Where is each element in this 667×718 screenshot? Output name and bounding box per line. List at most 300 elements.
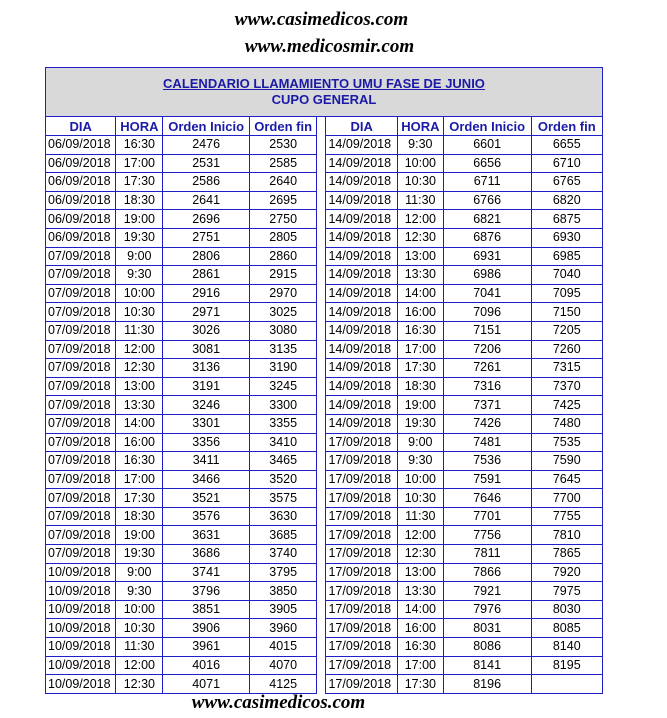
column-separator bbox=[317, 340, 326, 359]
right-date-cell: 14/09/2018 bbox=[326, 396, 397, 415]
right-orden-fin-cell: 7700 bbox=[531, 489, 603, 508]
right-orden-inicio-cell: 7041 bbox=[443, 284, 531, 303]
left-time-cell: 9:00 bbox=[116, 247, 163, 266]
table-row bbox=[46, 582, 603, 601]
col-header-dia: DIA bbox=[46, 117, 116, 136]
left-orden-inicio-cell: 2861 bbox=[163, 266, 250, 285]
column-separator bbox=[317, 470, 326, 489]
table-title: CALENDARIO LLAMAMIENTO UMU FASE DE JUNIO bbox=[163, 76, 485, 91]
right-time-cell: 13:30 bbox=[397, 266, 443, 285]
left-orden-fin-cell: 3905 bbox=[250, 600, 317, 619]
left-date-cell: 07/09/2018 bbox=[46, 470, 116, 489]
left-time-cell: 12:30 bbox=[116, 359, 163, 378]
right-time-cell: 13:30 bbox=[397, 582, 443, 601]
left-date-cell: 07/09/2018 bbox=[46, 321, 116, 340]
left-time-cell: 16:30 bbox=[116, 452, 163, 471]
column-separator bbox=[317, 638, 326, 657]
right-date-cell: 17/09/2018 bbox=[326, 619, 397, 638]
right-time-cell: 11:30 bbox=[397, 191, 443, 210]
table-subtitle: CUPO GENERAL bbox=[271, 92, 377, 107]
left-time-cell: 14:00 bbox=[116, 414, 163, 433]
left-orden-inicio-cell: 3521 bbox=[163, 489, 250, 508]
left-time-cell: 10:30 bbox=[116, 619, 163, 638]
left-orden-fin-cell: 2970 bbox=[250, 284, 317, 303]
right-time-cell: 10:30 bbox=[397, 173, 443, 192]
right-orden-inicio-cell: 6931 bbox=[443, 247, 531, 266]
column-separator bbox=[317, 359, 326, 378]
table-row bbox=[46, 191, 603, 210]
table-row bbox=[46, 377, 603, 396]
table-row bbox=[46, 266, 603, 285]
column-header-row bbox=[46, 117, 603, 136]
right-date-cell: 17/09/2018 bbox=[326, 675, 397, 694]
left-time-cell: 17:30 bbox=[116, 489, 163, 508]
right-time-cell: 14:00 bbox=[397, 600, 443, 619]
right-time-cell: 16:30 bbox=[397, 638, 443, 657]
right-orden-inicio-cell: 7536 bbox=[443, 452, 531, 471]
right-date-cell: 17/09/2018 bbox=[326, 638, 397, 657]
right-date-cell: 17/09/2018 bbox=[326, 545, 397, 564]
left-orden-fin-cell: 3960 bbox=[250, 619, 317, 638]
left-time-cell: 11:30 bbox=[116, 321, 163, 340]
left-time-cell: 9:30 bbox=[116, 266, 163, 285]
right-date-cell: 17/09/2018 bbox=[326, 526, 397, 545]
right-orden-fin-cell: 6985 bbox=[531, 247, 603, 266]
right-orden-fin-cell: 7315 bbox=[531, 359, 603, 378]
right-date-cell: 17/09/2018 bbox=[326, 489, 397, 508]
left-date-cell: 07/09/2018 bbox=[46, 303, 116, 322]
column-separator bbox=[317, 545, 326, 564]
left-time-cell: 19:00 bbox=[116, 526, 163, 545]
right-time-cell: 12:00 bbox=[397, 210, 443, 229]
right-time-cell: 10:00 bbox=[397, 470, 443, 489]
left-orden-inicio-cell: 2806 bbox=[163, 247, 250, 266]
left-orden-fin-cell: 2860 bbox=[250, 247, 317, 266]
right-orden-inicio-cell: 7426 bbox=[443, 414, 531, 433]
right-date-cell: 17/09/2018 bbox=[326, 563, 397, 582]
right-orden-inicio-cell: 7371 bbox=[443, 396, 531, 415]
left-orden-fin-cell: 2640 bbox=[250, 173, 317, 192]
right-orden-inicio-cell: 7481 bbox=[443, 433, 531, 452]
right-date-cell: 14/09/2018 bbox=[326, 284, 397, 303]
column-separator bbox=[317, 675, 326, 694]
left-orden-fin-cell: 2530 bbox=[250, 136, 317, 155]
table-row bbox=[46, 619, 603, 638]
left-date-cell: 07/09/2018 bbox=[46, 396, 116, 415]
right-time-cell: 17:30 bbox=[397, 359, 443, 378]
left-orden-inicio-cell: 2751 bbox=[163, 228, 250, 247]
right-time-cell: 14:00 bbox=[397, 284, 443, 303]
col-header-dia-right: DIA bbox=[326, 117, 397, 136]
column-separator bbox=[317, 247, 326, 266]
right-date-cell: 14/09/2018 bbox=[326, 377, 397, 396]
left-orden-inicio-cell: 3301 bbox=[163, 414, 250, 433]
left-time-cell: 19:30 bbox=[116, 228, 163, 247]
column-separator bbox=[317, 321, 326, 340]
column-separator bbox=[317, 210, 326, 229]
right-date-cell: 17/09/2018 bbox=[326, 452, 397, 471]
right-orden-inicio-cell: 7206 bbox=[443, 340, 531, 359]
left-orden-fin-cell: 2750 bbox=[250, 210, 317, 229]
watermark-second: www.medicosmir.com bbox=[244, 36, 415, 57]
left-orden-inicio-cell: 4071 bbox=[163, 675, 250, 694]
left-time-cell: 11:30 bbox=[116, 638, 163, 657]
right-orden-fin-cell: 7425 bbox=[531, 396, 603, 415]
right-orden-fin-cell: 6765 bbox=[531, 173, 603, 192]
right-orden-fin-cell: 8030 bbox=[531, 600, 603, 619]
left-time-cell: 17:00 bbox=[116, 470, 163, 489]
right-orden-fin-cell: 7095 bbox=[531, 284, 603, 303]
left-orden-inicio-cell: 3906 bbox=[163, 619, 250, 638]
left-date-cell: 06/09/2018 bbox=[46, 154, 116, 173]
right-orden-fin-cell: 6875 bbox=[531, 210, 603, 229]
left-time-cell: 16:00 bbox=[116, 433, 163, 452]
table-row bbox=[46, 154, 603, 173]
right-orden-inicio-cell: 7096 bbox=[443, 303, 531, 322]
col-header-orden-inicio-right: Orden Inicio bbox=[443, 117, 531, 136]
col-header-orden-fin-right: Orden fin bbox=[531, 117, 603, 136]
left-orden-fin-cell: 2915 bbox=[250, 266, 317, 285]
left-date-cell: 06/09/2018 bbox=[46, 210, 116, 229]
right-time-cell: 12:30 bbox=[397, 228, 443, 247]
column-separator bbox=[317, 284, 326, 303]
left-orden-inicio-cell: 3411 bbox=[163, 452, 250, 471]
column-separator bbox=[317, 191, 326, 210]
right-orden-fin-cell: 7810 bbox=[531, 526, 603, 545]
right-date-cell: 17/09/2018 bbox=[326, 582, 397, 601]
left-orden-inicio-cell: 2916 bbox=[163, 284, 250, 303]
right-orden-inicio-cell: 7921 bbox=[443, 582, 531, 601]
right-orden-fin-cell: 7260 bbox=[531, 340, 603, 359]
col-header-orden-fin: Orden fin bbox=[250, 117, 317, 136]
left-date-cell: 07/09/2018 bbox=[46, 526, 116, 545]
right-time-cell: 9:30 bbox=[397, 452, 443, 471]
left-orden-fin-cell: 3080 bbox=[250, 321, 317, 340]
left-orden-inicio-cell: 2586 bbox=[163, 173, 250, 192]
left-orden-fin-cell: 4125 bbox=[250, 675, 317, 694]
table-header-row bbox=[46, 68, 603, 117]
table-row bbox=[46, 303, 603, 322]
column-separator bbox=[317, 303, 326, 322]
left-orden-fin-cell: 3630 bbox=[250, 507, 317, 526]
column-separator bbox=[317, 452, 326, 471]
left-time-cell: 18:30 bbox=[116, 191, 163, 210]
right-time-cell: 16:30 bbox=[397, 321, 443, 340]
left-orden-inicio-cell: 3466 bbox=[163, 470, 250, 489]
column-separator bbox=[317, 154, 326, 173]
left-orden-fin-cell: 3025 bbox=[250, 303, 317, 322]
left-orden-fin-cell: 2585 bbox=[250, 154, 317, 173]
column-separator bbox=[317, 433, 326, 452]
left-date-cell: 06/09/2018 bbox=[46, 136, 116, 155]
column-separator bbox=[317, 396, 326, 415]
right-date-cell: 17/09/2018 bbox=[326, 507, 397, 526]
right-orden-inicio-cell: 8031 bbox=[443, 619, 531, 638]
right-orden-fin-cell: 7040 bbox=[531, 266, 603, 285]
left-orden-inicio-cell: 3686 bbox=[163, 545, 250, 564]
column-separator bbox=[317, 489, 326, 508]
left-time-cell: 12:00 bbox=[116, 656, 163, 675]
left-orden-fin-cell: 3520 bbox=[250, 470, 317, 489]
right-time-cell: 10:00 bbox=[397, 154, 443, 173]
left-date-cell: 07/09/2018 bbox=[46, 489, 116, 508]
table-row bbox=[46, 173, 603, 192]
left-date-cell: 07/09/2018 bbox=[46, 377, 116, 396]
left-orden-fin-cell: 4070 bbox=[250, 656, 317, 675]
left-time-cell: 19:00 bbox=[116, 210, 163, 229]
right-orden-inicio-cell: 7811 bbox=[443, 545, 531, 564]
left-date-cell: 07/09/2018 bbox=[46, 340, 116, 359]
right-date-cell: 14/09/2018 bbox=[326, 266, 397, 285]
right-orden-inicio-cell: 7866 bbox=[443, 563, 531, 582]
column-separator bbox=[317, 582, 326, 601]
left-date-cell: 10/09/2018 bbox=[46, 582, 116, 601]
right-time-cell: 19:00 bbox=[397, 396, 443, 415]
table-row bbox=[46, 507, 603, 526]
column-separator bbox=[317, 117, 326, 136]
right-orden-fin-cell: 7865 bbox=[531, 545, 603, 564]
column-separator bbox=[317, 173, 326, 192]
column-separator bbox=[317, 507, 326, 526]
col-header-hora-right: HORA bbox=[397, 117, 443, 136]
left-date-cell: 07/09/2018 bbox=[46, 414, 116, 433]
column-separator bbox=[317, 526, 326, 545]
right-orden-inicio-cell: 6766 bbox=[443, 191, 531, 210]
left-date-cell: 06/09/2018 bbox=[46, 191, 116, 210]
left-time-cell: 12:30 bbox=[116, 675, 163, 694]
table-row bbox=[46, 470, 603, 489]
left-orden-inicio-cell: 2476 bbox=[163, 136, 250, 155]
left-time-cell: 10:00 bbox=[116, 600, 163, 619]
right-time-cell: 16:00 bbox=[397, 619, 443, 638]
right-date-cell: 14/09/2018 bbox=[326, 173, 397, 192]
left-orden-fin-cell: 3355 bbox=[250, 414, 317, 433]
left-date-cell: 07/09/2018 bbox=[46, 266, 116, 285]
right-time-cell: 19:30 bbox=[397, 414, 443, 433]
left-date-cell: 07/09/2018 bbox=[46, 452, 116, 471]
right-time-cell: 17:00 bbox=[397, 340, 443, 359]
left-orden-fin-cell: 3245 bbox=[250, 377, 317, 396]
left-orden-inicio-cell: 3576 bbox=[163, 507, 250, 526]
right-orden-fin-cell: 7205 bbox=[531, 321, 603, 340]
left-time-cell: 17:00 bbox=[116, 154, 163, 173]
right-date-cell: 14/09/2018 bbox=[326, 228, 397, 247]
right-date-cell: 14/09/2018 bbox=[326, 136, 397, 155]
table-row bbox=[46, 359, 603, 378]
left-time-cell: 13:00 bbox=[116, 377, 163, 396]
table-row bbox=[46, 340, 603, 359]
left-date-cell: 10/09/2018 bbox=[46, 600, 116, 619]
column-separator bbox=[317, 414, 326, 433]
left-date-cell: 10/09/2018 bbox=[46, 675, 116, 694]
left-time-cell: 10:00 bbox=[116, 284, 163, 303]
right-orden-inicio-cell: 6986 bbox=[443, 266, 531, 285]
right-orden-fin-cell: 7975 bbox=[531, 582, 603, 601]
right-orden-fin-cell bbox=[531, 675, 603, 694]
right-date-cell: 17/09/2018 bbox=[326, 656, 397, 675]
right-date-cell: 14/09/2018 bbox=[326, 359, 397, 378]
left-orden-inicio-cell: 3631 bbox=[163, 526, 250, 545]
right-orden-inicio-cell: 7316 bbox=[443, 377, 531, 396]
left-orden-fin-cell: 3465 bbox=[250, 452, 317, 471]
table-row bbox=[46, 136, 603, 155]
right-orden-inicio-cell: 8196 bbox=[443, 675, 531, 694]
left-time-cell: 9:30 bbox=[116, 582, 163, 601]
right-date-cell: 17/09/2018 bbox=[326, 600, 397, 619]
right-time-cell: 10:30 bbox=[397, 489, 443, 508]
left-orden-inicio-cell: 3246 bbox=[163, 396, 250, 415]
right-date-cell: 14/09/2018 bbox=[326, 210, 397, 229]
left-orden-inicio-cell: 2641 bbox=[163, 191, 250, 210]
watermark-bottom: www.casimedicos.com bbox=[191, 692, 366, 713]
right-time-cell: 13:00 bbox=[397, 247, 443, 266]
left-date-cell: 07/09/2018 bbox=[46, 545, 116, 564]
left-orden-inicio-cell: 3796 bbox=[163, 582, 250, 601]
left-orden-inicio-cell: 3136 bbox=[163, 359, 250, 378]
left-orden-fin-cell: 3575 bbox=[250, 489, 317, 508]
column-separator bbox=[317, 266, 326, 285]
table-row bbox=[46, 433, 603, 452]
right-date-cell: 17/09/2018 bbox=[326, 470, 397, 489]
right-time-cell: 12:30 bbox=[397, 545, 443, 564]
left-orden-inicio-cell: 2971 bbox=[163, 303, 250, 322]
right-time-cell: 12:00 bbox=[397, 526, 443, 545]
table-row bbox=[46, 210, 603, 229]
left-orden-fin-cell: 3135 bbox=[250, 340, 317, 359]
left-date-cell: 10/09/2018 bbox=[46, 563, 116, 582]
right-time-cell: 16:00 bbox=[397, 303, 443, 322]
left-orden-fin-cell: 3300 bbox=[250, 396, 317, 415]
right-orden-fin-cell: 7535 bbox=[531, 433, 603, 452]
table-row bbox=[46, 656, 603, 675]
table-row bbox=[46, 638, 603, 657]
left-time-cell: 17:30 bbox=[116, 173, 163, 192]
left-time-cell: 18:30 bbox=[116, 507, 163, 526]
column-separator bbox=[317, 656, 326, 675]
left-orden-inicio-cell: 3961 bbox=[163, 638, 250, 657]
left-orden-fin-cell: 3410 bbox=[250, 433, 317, 452]
left-orden-fin-cell: 3850 bbox=[250, 582, 317, 601]
table-row bbox=[46, 545, 603, 564]
right-orden-inicio-cell: 7261 bbox=[443, 359, 531, 378]
right-orden-fin-cell: 7755 bbox=[531, 507, 603, 526]
left-orden-inicio-cell: 3191 bbox=[163, 377, 250, 396]
left-orden-inicio-cell: 3356 bbox=[163, 433, 250, 452]
right-orden-fin-cell: 7590 bbox=[531, 452, 603, 471]
right-date-cell: 14/09/2018 bbox=[326, 321, 397, 340]
left-date-cell: 10/09/2018 bbox=[46, 656, 116, 675]
table-row bbox=[46, 563, 603, 582]
right-orden-fin-cell: 7370 bbox=[531, 377, 603, 396]
right-date-cell: 14/09/2018 bbox=[326, 191, 397, 210]
table-row bbox=[46, 526, 603, 545]
right-time-cell: 9:30 bbox=[397, 136, 443, 155]
right-orden-inicio-cell: 6656 bbox=[443, 154, 531, 173]
right-orden-fin-cell: 8140 bbox=[531, 638, 603, 657]
right-date-cell: 14/09/2018 bbox=[326, 414, 397, 433]
left-orden-inicio-cell: 3081 bbox=[163, 340, 250, 359]
left-time-cell: 12:00 bbox=[116, 340, 163, 359]
column-separator bbox=[317, 136, 326, 155]
right-orden-inicio-cell: 7151 bbox=[443, 321, 531, 340]
right-time-cell: 13:00 bbox=[397, 563, 443, 582]
left-orden-fin-cell: 3740 bbox=[250, 545, 317, 564]
left-orden-fin-cell: 3190 bbox=[250, 359, 317, 378]
right-orden-fin-cell: 7480 bbox=[531, 414, 603, 433]
left-date-cell: 10/09/2018 bbox=[46, 638, 116, 657]
right-orden-fin-cell: 8085 bbox=[531, 619, 603, 638]
right-orden-fin-cell: 6710 bbox=[531, 154, 603, 173]
left-time-cell: 19:30 bbox=[116, 545, 163, 564]
right-date-cell: 14/09/2018 bbox=[326, 340, 397, 359]
right-orden-inicio-cell: 7976 bbox=[443, 600, 531, 619]
left-orden-inicio-cell: 3741 bbox=[163, 563, 250, 582]
column-separator bbox=[317, 600, 326, 619]
table-row bbox=[46, 247, 603, 266]
right-time-cell: 18:30 bbox=[397, 377, 443, 396]
table-row bbox=[46, 675, 603, 694]
right-date-cell: 14/09/2018 bbox=[326, 247, 397, 266]
table-row bbox=[46, 284, 603, 303]
left-orden-fin-cell: 4015 bbox=[250, 638, 317, 657]
column-separator bbox=[317, 377, 326, 396]
table-row bbox=[46, 414, 603, 433]
table-row bbox=[46, 600, 603, 619]
left-orden-fin-cell: 2695 bbox=[250, 191, 317, 210]
left-time-cell: 10:30 bbox=[116, 303, 163, 322]
left-date-cell: 06/09/2018 bbox=[46, 173, 116, 192]
table-row bbox=[46, 321, 603, 340]
column-separator bbox=[317, 563, 326, 582]
right-orden-fin-cell: 6655 bbox=[531, 136, 603, 155]
right-orden-fin-cell: 7645 bbox=[531, 470, 603, 489]
right-date-cell: 17/09/2018 bbox=[326, 433, 397, 452]
right-orden-inicio-cell: 7646 bbox=[443, 489, 531, 508]
left-date-cell: 07/09/2018 bbox=[46, 433, 116, 452]
left-orden-inicio-cell: 2696 bbox=[163, 210, 250, 229]
right-orden-inicio-cell: 8086 bbox=[443, 638, 531, 657]
right-orden-inicio-cell: 6821 bbox=[443, 210, 531, 229]
left-date-cell: 07/09/2018 bbox=[46, 247, 116, 266]
right-orden-inicio-cell: 7701 bbox=[443, 507, 531, 526]
left-orden-fin-cell: 2805 bbox=[250, 228, 317, 247]
column-separator bbox=[317, 619, 326, 638]
table-row bbox=[46, 228, 603, 247]
left-date-cell: 06/09/2018 bbox=[46, 228, 116, 247]
table-row bbox=[46, 452, 603, 471]
left-orden-fin-cell: 3795 bbox=[250, 563, 317, 582]
right-time-cell: 17:30 bbox=[397, 675, 443, 694]
right-time-cell: 9:00 bbox=[397, 433, 443, 452]
left-date-cell: 07/09/2018 bbox=[46, 359, 116, 378]
left-time-cell: 16:30 bbox=[116, 136, 163, 155]
right-time-cell: 11:30 bbox=[397, 507, 443, 526]
right-orden-inicio-cell: 6601 bbox=[443, 136, 531, 155]
col-header-hora: HORA bbox=[116, 117, 163, 136]
right-orden-inicio-cell: 6711 bbox=[443, 173, 531, 192]
left-orden-fin-cell: 3685 bbox=[250, 526, 317, 545]
right-orden-fin-cell: 6820 bbox=[531, 191, 603, 210]
col-header-orden-inicio: Orden Inicio bbox=[163, 117, 250, 136]
right-orden-fin-cell: 7920 bbox=[531, 563, 603, 582]
right-orden-fin-cell: 6930 bbox=[531, 228, 603, 247]
right-date-cell: 14/09/2018 bbox=[326, 154, 397, 173]
right-orden-fin-cell: 7150 bbox=[531, 303, 603, 322]
right-date-cell: 14/09/2018 bbox=[326, 303, 397, 322]
column-separator bbox=[317, 228, 326, 247]
table-row bbox=[46, 489, 603, 508]
left-date-cell: 10/09/2018 bbox=[46, 619, 116, 638]
